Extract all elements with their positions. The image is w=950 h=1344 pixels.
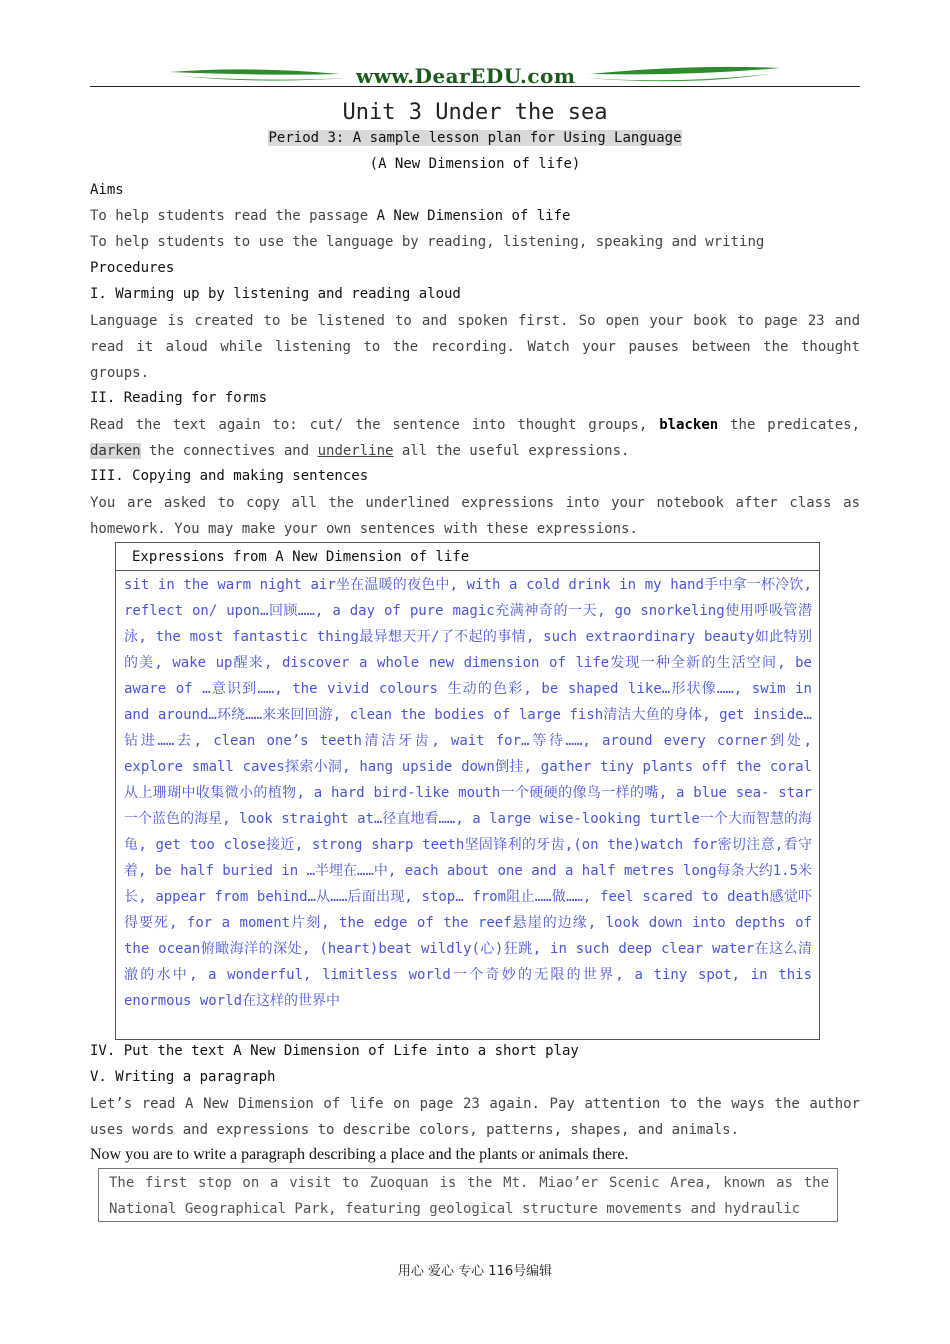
page-footer: 用心 爱心 专心 116号编辑 xyxy=(397,1264,553,1279)
section-2-part-3: the connectives and xyxy=(140,443,318,459)
section-1-heading: I. Warming up by listening and reading aloud xyxy=(90,286,461,302)
expressions-list: sit in the warm night air坐在温暖的夜色中, with a cold drink in my hand手中拿一杯冷饮, reflect on/ upon…回顾……, a day of pure magic充满神奇的一天, go snorkeling使用呼吸管潜泳, the most fantastic thing最异想天开/了不起的事情, such extraordinary beauty如此特别的美, wake up醒来, discover a whole new dimension of life发现一种全新的生活空间, be aware of …意识到……, the vivid colours 生动的色彩, be shaped like…形状像……, swim in and around…环绕……来来回回游, clean the bodies of large fish清洁大鱼的身体, get inside…钻进……去, clean one’s teeth清洁牙齿, wait for…等待……, around every corner到处, explore small caves探索小洞, hang upside down倒挂, gather tiny plants off the coral从上珊瑚中收集微小的植物, a hard bird-like mouth一个硬硬的像鸟一样的嘴, a blue sea- star一个蓝色的海星, look straight at…径直地看……, a large wise-looking turtle一个大而智慧的海龟, get too close接近, strong sharp teeth坚固锋利的牙齿,(on the)watch for密切注意,看守着, be half buried in …半埋在……中, each about one and a half metres long每条大约1.5米长, appear from behind…从……后面出现, stop… from阻止……做……, feel scared to death感觉吓得要死, for a moment片刻, the edge of the reef悬崖的边缘, look down into depths of the ocean俯瞰海洋的深处, (heart)beat wildly(心)狂跳, in such deep clear water在这么清澈的水中, a wonderful, limitless world一个奇妙的无限的世界, a tiny spot, in this enormous world在这样的世界中 xyxy=(124,577,812,1009)
section-5-instruction: Now you are to write a paragraph describing a place and the plants or animals there. xyxy=(90,1146,629,1163)
aim-1 xyxy=(90,208,860,224)
expressions-table-header: Expressions from A New Dimension of life xyxy=(116,543,819,571)
procedures-heading: Procedures xyxy=(90,260,175,276)
section-2-text xyxy=(90,412,860,464)
page-title: Unit 3 Under the sea xyxy=(342,100,608,125)
section-2-part-1: Read the text again to: cut/ the sentence into thought groups, xyxy=(90,417,660,433)
aims-heading: Aims xyxy=(90,182,124,198)
section-5-heading: V. Writing a paragraph xyxy=(90,1069,276,1085)
header-divider xyxy=(90,86,860,87)
section-1-text: Language is created to be listened to and spoken first. So open your book to page 23 and read it aloud while listening to the recording. Watch your pauses between the thought groups. xyxy=(90,313,860,381)
word-underline: underline xyxy=(317,443,394,459)
sample-paragraph-box xyxy=(98,1168,838,1222)
site-logo-text: www.DearEDU.com xyxy=(356,64,576,88)
section-4-heading: IV. Put the text A New Dimension of Life into a short play xyxy=(90,1043,579,1059)
sample-paragraph-text: The first stop on a visit to Zuoquan is the Mt. Miao’er Scenic Area, known as the National Geographical Park, featuring geological structure movements and hydraulic xyxy=(109,1175,829,1217)
aim-1-passage-title: A New Dimension of life xyxy=(376,208,571,224)
section-2-part-2: the predicates, xyxy=(718,417,861,433)
section-2-part-4: all the useful expressions. xyxy=(393,443,630,459)
section-5-text: Let’s read A New Dimension of life on page 23 again. Pay attention to the ways the author uses words and expressions to describe colors, patterns, shapes, and animals. xyxy=(90,1096,860,1138)
word-darken: darken xyxy=(90,443,141,459)
section-2-heading: II. Reading for forms xyxy=(90,390,268,406)
word-blacken: blacken xyxy=(659,417,719,433)
page-subtitle xyxy=(0,130,950,146)
section-3-heading: III. Copying and making sentences xyxy=(90,468,369,484)
aim-1-text: To help students read the passage xyxy=(90,208,377,224)
subtitle-highlight: Period 3: A sample lesson plan for Using Language xyxy=(268,130,682,146)
aim-2: To help students to use the language by reading, listening, speaking and writing xyxy=(90,234,765,250)
page-subtitle-secondary: (A New Dimension of life) xyxy=(369,156,581,172)
expressions-table xyxy=(115,542,820,1040)
section-3-text: You are asked to copy all the underlined expressions into your notebook after class as homework. You may make your own sentences with these expressions. xyxy=(90,495,860,537)
